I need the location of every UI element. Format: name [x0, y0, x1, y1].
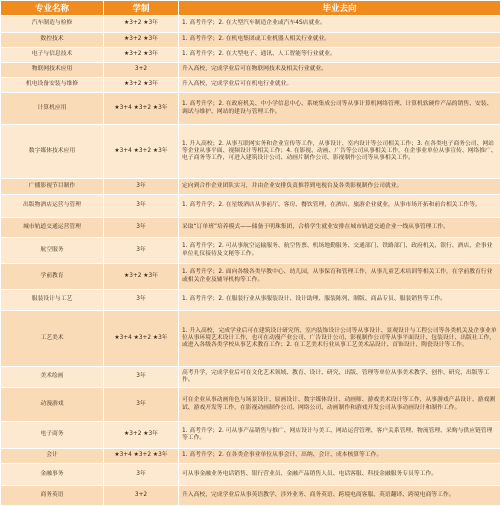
table-row — [1, 195, 500, 218]
major-cell: 工艺美术 — [1, 311, 104, 367]
table-row — [1, 78, 500, 93]
program-cell: ★3+2 ★3年 — [104, 422, 179, 449]
major-cell: 计算机应用 — [1, 93, 104, 125]
program-cell: ★3+2 ★3年 — [104, 264, 179, 290]
header-program: 学制 — [104, 1, 179, 16]
career-cell: 可在企业从事动画角色与场景设计、原画设计、数字媒体设计、动画师、游戏美术设计等工作，从事游戏产品设计、游戏测试、游戏开发等工作，在影视动画制作公司、网络公司、动画制作和游戏开发公司从事动画设计和制作工作。 — [179, 388, 500, 422]
major-cell: 商务英语 — [1, 486, 104, 506]
career-cell: 1. 升入高校，完成学业后可在建筑设计研究所、室内装饰设计公司等从事设计、景观设计与工程公司等各类机关及企事业单位从事环境艺术设计工作，也可在动漫产业公司、广告设计公司、影视制作公司等从事平面设计、包装设计、出版社工作，或进入各级各类学校从事艺术教育工作；2. 在工艺美术行业从事工艺美术品设计、首饰设计、陶瓷设计等工作。 — [179, 311, 500, 367]
major-cell: 会计 — [1, 449, 104, 464]
career-cell: 1. 高考升学；2. 在机电集团或工业机器人相关行业就业。 — [179, 33, 500, 48]
table-row — [1, 367, 500, 388]
program-cell: 3年 — [104, 388, 179, 422]
major-cell: 数字媒体技术应用 — [1, 125, 104, 179]
header-career: 毕业去向 — [179, 1, 500, 16]
major-cell: 航空服务 — [1, 238, 104, 264]
table-row — [1, 449, 500, 464]
career-cell: 定向到合作企业团队实习，并由企业安排负责推荐到电视台及各类影视制作公司就业。 — [179, 179, 500, 195]
table-row — [1, 486, 500, 506]
major-cell: 数控技术 — [1, 33, 104, 48]
program-cell: ★3+2 ★3年 — [104, 16, 179, 33]
major-cell: 城市轨道交通运营管理 — [1, 218, 104, 238]
program-cell: ★3+4 ★3+2 ★3年 — [104, 311, 179, 367]
career-cell: 1. 高考升学；2. 在大型电子、通讯、人工智能等行业就业。 — [179, 48, 500, 63]
table-row — [1, 93, 500, 125]
table-body — [1, 16, 500, 506]
table-row — [1, 422, 500, 449]
table-row — [1, 464, 500, 486]
header-row — [1, 1, 500, 16]
major-cell: 学前教育 — [1, 264, 104, 290]
major-cell: 广播影视节目制作 — [1, 179, 104, 195]
table-row — [1, 48, 500, 63]
career-cell: 高考升学，完成学业后可在文化艺术领域、教育、设计、研究、出版、管理等单位从事美术教学、创作、研究、出版等工作。 — [179, 367, 500, 388]
career-cell: 1. 升入高校；2. 从事互联网实务和企业宣传等工作，从事设计、室内设计等公司相关工作；3. 在各类电子商务公司、网站等企业从事平面、视频设计等相关工作；4. 在影视、动画、广告等公司从事相关工作，在企事业单位从事宣传、网络推广、电子商务等工作，可进入建筑设计公司、动画片制作公司、影视制作公司等从事相关工作。 — [179, 125, 500, 179]
career-cell: 可从事金融业务电话销售、银行营业员、金融产品销售人员、电话客服、科技金融服务专员等工作。 — [179, 464, 500, 486]
table-row — [1, 388, 500, 422]
table-row — [1, 238, 500, 264]
table-row — [1, 290, 500, 311]
major-cell: 动漫游戏 — [1, 388, 104, 422]
career-cell: 升入高校，完成学业后可在机电行业就业。 — [179, 78, 500, 93]
career-cell: 1. 高考升学；2. 在各类企事业单位从事会计、出纳、会计、成本核算等工作。 — [179, 449, 500, 464]
career-cell: 1. 高考升学；2. 在大型汽车制造企业或汽车4S店就业。 — [179, 16, 500, 33]
table-row — [1, 125, 500, 179]
program-cell: 3年 — [104, 238, 179, 264]
major-cell: 金融事务 — [1, 464, 104, 486]
major-cell: 电子与信息技术 — [1, 48, 104, 63]
career-cell: 1. 高考升学；2. 在服装行业从事服装设计、设计助理、服装陈列、制版、商品专员、服装销售等工作。 — [179, 290, 500, 311]
major-cell: 物联网技术应用 — [1, 63, 104, 78]
header-major: 专业名称 — [1, 1, 104, 16]
table-row — [1, 33, 500, 48]
program-cell: ★3+2 ★3年 — [104, 78, 179, 93]
major-cell: 机电设备安装与维修 — [1, 78, 104, 93]
major-cell: 服装设计与工艺 — [1, 290, 104, 311]
career-cell: 1. 高考升学；2. 在政府机关、中小学信息中心、系统集成公司等从事计算机网络管理、计算机软硬件产品的销售、安装、调试与维护、网站的建设与管理工作。 — [179, 93, 500, 125]
career-cell: 采取“订单班”培养模式——储备于明珠集团，合格学生就业安排在城市轨道交通企业一线从事管理工作。 — [179, 218, 500, 238]
program-cell: 3年 — [104, 179, 179, 195]
career-cell: 1. 高考升学；2. 面向各级各类早教中心、幼儿园，从事保育和管理工作，从事儿童艺术培训等相关工作，在学前教育行业或相关企业及辅导机构等工作。 — [179, 264, 500, 290]
program-cell: ★3+2 ★3年 — [104, 48, 179, 63]
major-cell: 美术绘画 — [1, 367, 104, 388]
major-cell: 电子商务 — [1, 422, 104, 449]
program-cell: 3年 — [104, 464, 179, 486]
program-cell: 3年 — [104, 218, 179, 238]
program-cell: ★3+2 ★3年 — [104, 33, 179, 48]
table-row — [1, 179, 500, 195]
program-cell: 3+2 — [104, 63, 179, 78]
career-cell: 1. 高考升学；2. 在星级酒店从事前厅、客房、餐饮管理，在酒店、旅游企业就业，从事市场开拓和前台相关工作等。 — [179, 195, 500, 218]
program-cell: ★3+4 ★3+2 ★3年 — [104, 125, 179, 179]
table-row — [1, 63, 500, 78]
program-cell: 3年 — [104, 367, 179, 388]
table-row — [1, 16, 500, 33]
program-cell: 3年 — [104, 290, 179, 311]
program-cell: 3年 — [104, 195, 179, 218]
career-cell: 1. 高考升学；2. 可从事航空运输服务、航空售票、机场地勤服务、交通部门、铁路部门、政府机关、银行、酒店、企事业单位礼仪接待及文秘等工作。 — [179, 238, 500, 264]
program-cell: 3+2 — [104, 486, 179, 506]
table-header — [1, 1, 500, 16]
table-row — [1, 264, 500, 290]
career-cell: 升入高校，完成学业后从事英语教学、涉外业务、商务英语、跨境电商客服、英语翻译、跨境电商等工作。 — [179, 486, 500, 506]
career-cell: 1. 高考升学；2. 可从事产品销售与推广、网店设计与美工、网站运营管理、客户关系管理、物流管理、采购与供应链管理等工作。 — [179, 422, 500, 449]
major-cell: 出版物酒店运营与管理 — [1, 195, 104, 218]
table-row — [1, 311, 500, 367]
program-cell: ★3+4 ★3+2 ★3年 — [104, 449, 179, 464]
table-row — [1, 218, 500, 238]
program-cell: ★3+4 ★3+2 ★3年 — [104, 93, 179, 125]
career-cell: 升入高校，完成学业后可在物联网技术及相关行业就业。 — [179, 63, 500, 78]
major-cell: 汽车制造与检修 — [1, 16, 104, 33]
